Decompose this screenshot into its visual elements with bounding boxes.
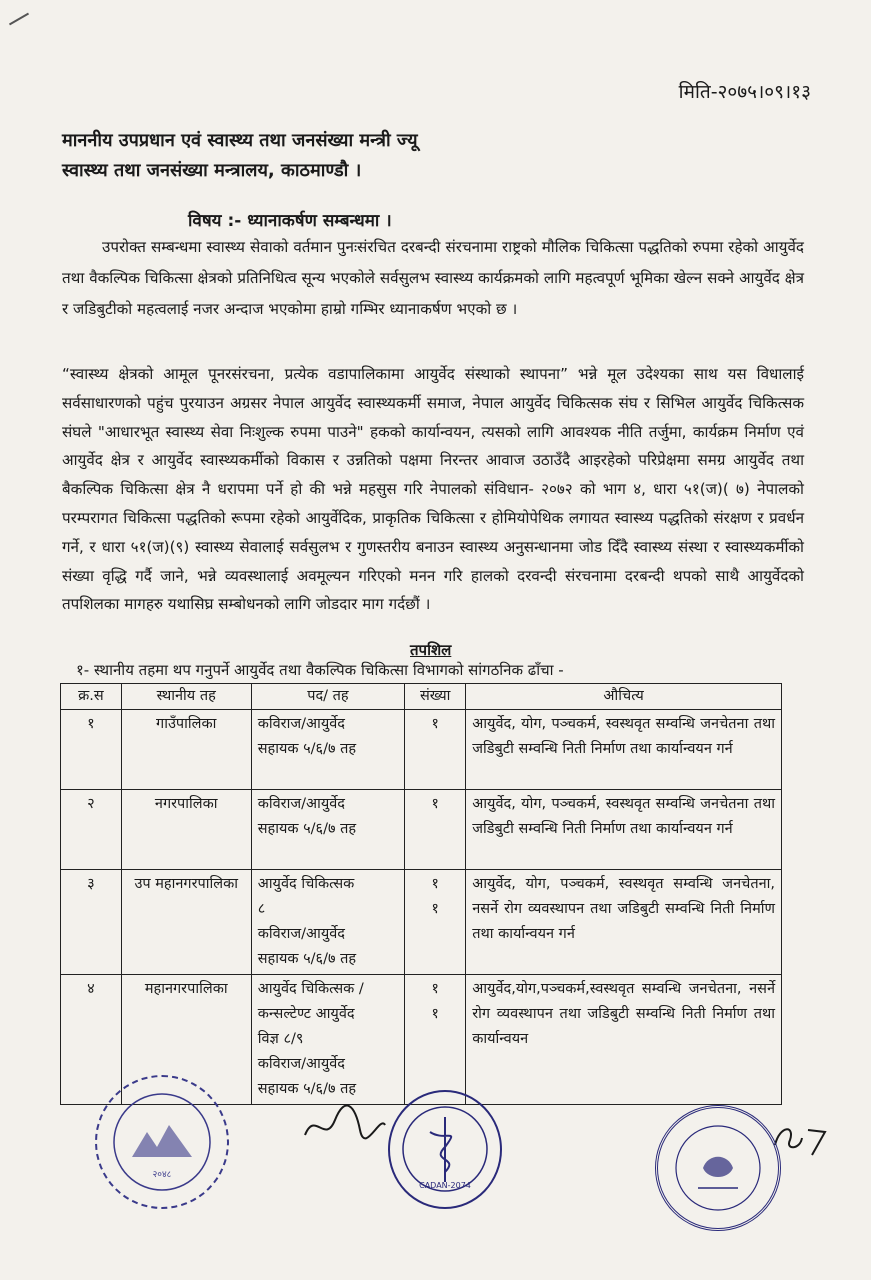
post-line: आयुर्वेद चिकित्सक xyxy=(257,876,355,892)
row-justification: आयुर्वेद,योग,पञ्चकर्म,स्वस्थवृत सम्वन्धि जनचेतना, नसर्ने रोग व्यवस्थापन तथा जडिबुटी सम्वन्धि निती निर्माण तथा कार्यान्वयन xyxy=(466,975,782,1105)
tapsil-heading: तपशिल xyxy=(410,641,452,659)
row-justification: आयुर्वेद, योग, पञ्चकर्म, स्वस्थवृत सम्वन्धि जनचेतना तथा जडिबुटी सम्वन्धि निती निर्माण तथा कार्यान्वयन गर्न xyxy=(466,710,782,790)
row-number: १ xyxy=(61,710,122,790)
post-line: विज्ञ ८/९ xyxy=(257,1031,304,1047)
structure-table xyxy=(60,683,782,1105)
row-level: उप महानगरपालिका xyxy=(121,870,251,975)
row-post xyxy=(251,975,404,1105)
table-row xyxy=(61,710,782,790)
row-post xyxy=(251,790,404,870)
post-line: सहायक ५/६/७ तह xyxy=(257,1081,357,1097)
subject-line: विषय :- ध्यानाकर्षण सम्बन्धमा । xyxy=(188,211,392,231)
table-row xyxy=(61,790,782,870)
count-line: १ xyxy=(431,876,439,892)
society-seal-right xyxy=(655,1105,781,1231)
count-line: १ xyxy=(431,796,439,812)
post-line: सहायक ५/६/७ तह xyxy=(257,821,357,837)
seal-left-icon xyxy=(97,1077,227,1207)
cadan-seal-icon xyxy=(390,1092,500,1207)
svg-text:CADAN-2074: CADAN-2074 xyxy=(419,1181,471,1190)
post-line: आयुर्वेद चिकित्सक / xyxy=(257,981,364,997)
letter-date: मिति-२०७५।०९।१३ xyxy=(678,81,811,103)
seal-right-icon xyxy=(658,1108,778,1228)
row-post xyxy=(251,870,404,975)
row-post xyxy=(251,710,404,790)
row-count xyxy=(405,975,466,1105)
count-line: १ xyxy=(431,716,439,732)
row-justification: आयुर्वेद, योग, पञ्चकर्म, स्वस्थवृत सम्वन्धि जनचेतना तथा जडिबुटी सम्वन्धि निती निर्माण तथा कार्यान्वयन गर्न xyxy=(466,790,782,870)
post-line: सहायक ५/६/७ तह xyxy=(257,741,357,757)
association-seal-left xyxy=(95,1075,229,1209)
row-justification: आयुर्वेद, योग, पञ्चकर्म, स्वस्थवृत सम्वन्धि जनचेतना, नसर्ने रोग व्यवस्थापन तथा जडिबुटी सम्वन्धि निती निर्माण तथा कार्यान्वयन गर्न xyxy=(466,870,782,975)
recipient-line-1: माननीय उपप्रधान एवं स्वास्थ्य तथा जनसंख्या मन्त्री ज्यू xyxy=(62,130,418,151)
header-count: संख्या xyxy=(405,684,466,710)
post-line: ८ xyxy=(257,901,266,917)
row-number: २ xyxy=(61,790,122,870)
post-line: कविराज/आयुर्वेद xyxy=(257,1056,345,1072)
table-header-row xyxy=(61,684,782,710)
row-level: महानगरपालिका xyxy=(121,975,251,1105)
row-number: ३ xyxy=(61,870,122,975)
header-post: पद/ तह xyxy=(251,684,404,710)
cadan-seal xyxy=(388,1090,502,1209)
recipient-line-2: स्वास्थ्य तथा जनसंख्या मन्त्रालय, काठमाण्डौ । xyxy=(62,160,362,181)
count-line: १ xyxy=(431,1006,439,1022)
table-caption: १- स्थानीय तहमा थप गनुपर्ने आयुर्वेद तथा वैकल्पिक चिकित्सा विभागको सांगठनिक ढाँचा - xyxy=(76,661,564,679)
header-serial: क्र.स xyxy=(61,684,122,710)
post-line: सहायक ५/६/७ तह xyxy=(257,951,357,967)
row-count xyxy=(405,790,466,870)
paragraph-intro: उपरोक्त सम्बन्धमा स्वास्थ्य सेवाको वर्तमान पुनःसंरचित दरबन्दी संरचनामा राष्ट्रको मौलिक चिकित्सा पद्धतिको रुपमा रहेको आयुर्वेद तथा वैकल्पिक चिकित्सा क्षेत्रको प्रतिनिधित्व सून्य भएकोले सर्वसुलभ स्वास्थ्य कार्यक्रमको लागि महत्वपूर्ण भूमिका खेल्न सक्ने आयुर्वेद क्षेत्र र जडिबुटीको महत्वलाई नजर अन्दाज भएकोमा हाम्रो गम्भिर ध्यानाकर्षण भएको छ । xyxy=(62,238,804,318)
count-line: १ xyxy=(431,901,439,917)
row-number: ४ xyxy=(61,975,122,1105)
post-line: कन्सल्टेण्ट आयुर्वेद xyxy=(257,1006,355,1022)
count-line: १ xyxy=(431,981,439,997)
signature-left xyxy=(300,1100,390,1150)
header-justification: औचित्य xyxy=(466,684,782,710)
fold-mark xyxy=(9,13,29,26)
post-line: कविराज/आयुर्वेद xyxy=(257,716,345,732)
row-count xyxy=(405,710,466,790)
table-row xyxy=(61,870,782,975)
row-level: गाउँपालिका xyxy=(121,710,251,790)
row-level: नगरपालिका xyxy=(121,790,251,870)
post-line: कविराज/आयुर्वेद xyxy=(257,926,345,942)
header-local-level: स्थानीय तह xyxy=(121,684,251,710)
svg-text:२०४८: २०४८ xyxy=(152,1170,172,1180)
post-line: कविराज/आयुर्वेद xyxy=(257,796,345,812)
paragraph-demand: “स्वास्थ्य क्षेत्रको आमूल पूनरसंरचना, प्रत्येक वडापालिकामा आयुर्वेद संस्थाको स्थापना” भन्ने मूल उदेश्यका साथ यस विधालाई सर्वसाधारणको पहुंच पुरयाउन अग्रसर नेपाल आयुर्वेद स्वास्थ्यकर्मी समाज, नेपाल आयुर्वेद चिकित्सक संघ र सिभिल आयुर्वेद चिकित्सक संघले "आधारभूत स्वास्थ्य सेवा निःशुल्क रुपमा पाउने" हकको कार्यान्वयन, त्यसको लागि आवश्यक नीति तर्जुमा, कार्यक्रम निर्माण एवं आयुर्वेद क्षेत्र र आयुर्वेद स्वास्थ्यकर्मीको विकास र उन्नतिको पक्षमा निरन्तर आवाज उठाउँदै आइरहेको परिप्रेक्षमा समग्र आयुर्वेद तथा बैकल्पिक चिकित्सा क्षेत्र नै धरापमा पर्ने हो की भन्ने महसुस गरि नेपालको संविधान- २०७२ को भाग ४, धारा ५१(ज)( ७) नेपालको परम्परागत चिकित्सा पद्धतिको रूपमा रहेको आयुर्वेदिक, प्राकृतिक चिकित्सा र होमियोपेथिक लगायत स्वास्थ्य पद्धतिको संरक्षण र प्रवर्धन गर्ने, र धारा ५१(ज)(९) स्वास्थ्य सेवालाई सर्वसुलभ र गुणस्तरीय बनाउन स्वास्थ्य अनुसन्धानमा जोड दिँदै स्वास्थ्य संस्था र स्वास्थ्यकर्मीको संख्या वृद्धि गर्दै जाने, भन्ने व्यवस्थालाई अवमूल्यन गरिएको मनन गरि हालको दरवन्दी संरचनामा दरबन्दी थपको साथै आयुर्वेदको तपशिलका मागहरु यथासिघ्र सम्बोधनको लागि जोडदार माग गर्दछौं । xyxy=(62,365,804,614)
row-count xyxy=(405,870,466,975)
